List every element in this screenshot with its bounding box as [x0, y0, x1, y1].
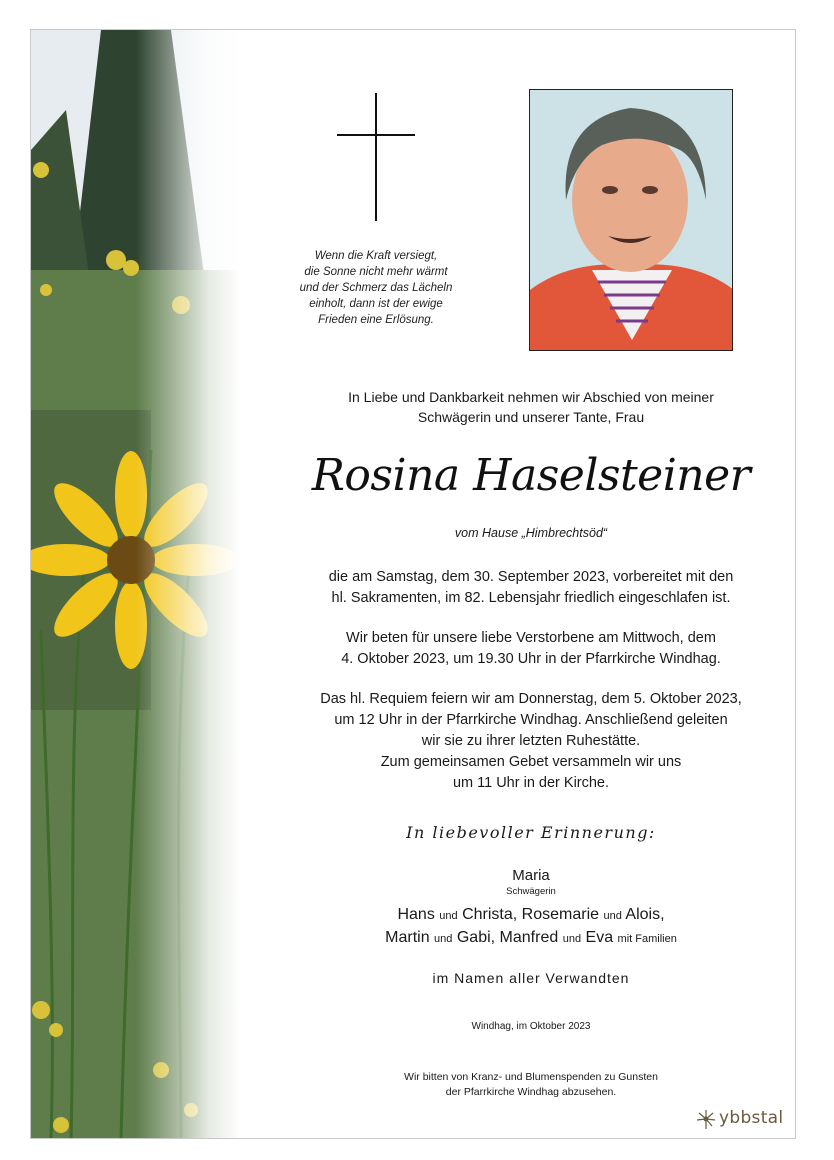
- gathering-notice: [271, 752, 791, 794]
- mourner-name: Christa, Rosemarie: [462, 906, 600, 923]
- conjunction: und: [439, 910, 458, 922]
- death-notice-line: hl. Sakramenten, im 82. Lebensjahr friedlich eingeschlafen ist.: [331, 590, 731, 606]
- conjunction: und: [562, 933, 582, 945]
- poem-line: die Sonne nicht mehr wärmt: [304, 266, 448, 278]
- mourner-name: Martin: [385, 929, 430, 946]
- logo-text: ybbstal: [719, 1108, 784, 1128]
- deceased-name: Rosina Haselsteiner: [311, 450, 751, 501]
- place-date: Windhag, im Oktober 2023: [471, 1021, 591, 1032]
- death-notice-line: die am Samstag, dem 30. September 2023, vorbereitet mit den: [328, 569, 734, 585]
- mourner-maria: Maria: [512, 867, 550, 884]
- gathering-line: Zum gemeinsamen Gebet versammeln wir uns: [380, 754, 682, 770]
- gathering-line: um 11 Uhr in der Kirche.: [452, 775, 610, 791]
- house-name: vom Hause „Himbrechtsöd“: [454, 526, 608, 540]
- cross-icon: [337, 93, 415, 223]
- conjunction: und: [434, 933, 453, 945]
- dandelion-icon: [695, 1108, 717, 1130]
- mourner-name: Alois,: [625, 906, 665, 923]
- prayer-line: 4. Oktober 2023, um 19.30 Uhr in der Pfarrkirche Windhag.: [341, 651, 721, 667]
- conjunction: und: [603, 910, 622, 922]
- poem-line: und der Schmerz das Lächeln: [299, 282, 453, 294]
- poem-line: einholt, dann ist der ewige: [309, 298, 443, 310]
- note-line: Wir bitten von Kranz- und Blumenspenden zu Gunsten: [404, 1071, 658, 1083]
- intro-text: [271, 387, 791, 427]
- requiem-line: Das hl. Requiem feiern wir am Donnerstag, dem 5. Oktober 2023,: [320, 691, 742, 707]
- intro-line: Schwägerin und unserer Tante, Frau: [417, 409, 645, 425]
- prayer-notice: [271, 628, 791, 670]
- memory-heading: In liebevoller Erinnerung:: [406, 823, 656, 842]
- obituary-card: [30, 29, 796, 1139]
- requiem-line: um 12 Uhr in der Pfarrkirche Windhag. Anschließend geleiten: [334, 712, 728, 728]
- donation-note: [271, 1070, 791, 1100]
- portrait-photo: [529, 89, 733, 351]
- poem: [271, 248, 481, 328]
- mourner-name: Gabi, Manfred: [456, 929, 559, 946]
- poem-line: Frieden eine Erlösung.: [318, 314, 434, 326]
- prayer-line: Wir beten für unsere liebe Verstorbene am Mittwoch, dem: [346, 630, 716, 646]
- ybbstal-logo: [695, 1107, 791, 1131]
- death-notice: [271, 567, 791, 609]
- mourner-name: Eva: [585, 929, 614, 946]
- with-families: mit Familien: [617, 933, 677, 945]
- requiem-line: wir sie zu ihrer letzten Ruhestätte.: [421, 733, 641, 749]
- photo-fade: [31, 30, 241, 1139]
- mourner-role: Schwägerin: [506, 886, 556, 897]
- requiem-notice: [271, 689, 791, 752]
- mourner-line-1: [271, 904, 791, 927]
- poem-line: Wenn die Kraft versiegt,: [314, 250, 438, 262]
- mourner-line-2: [271, 927, 791, 950]
- intro-line: In Liebe und Dankbarkeit nehmen wir Abschied von meiner: [348, 389, 714, 405]
- relatives-line: im Namen aller Verwandten: [432, 970, 630, 986]
- mourners: [271, 866, 791, 950]
- mourner-name: Hans: [397, 906, 435, 923]
- note-line: der Pfarrkirche Windhag abzusehen.: [445, 1086, 617, 1098]
